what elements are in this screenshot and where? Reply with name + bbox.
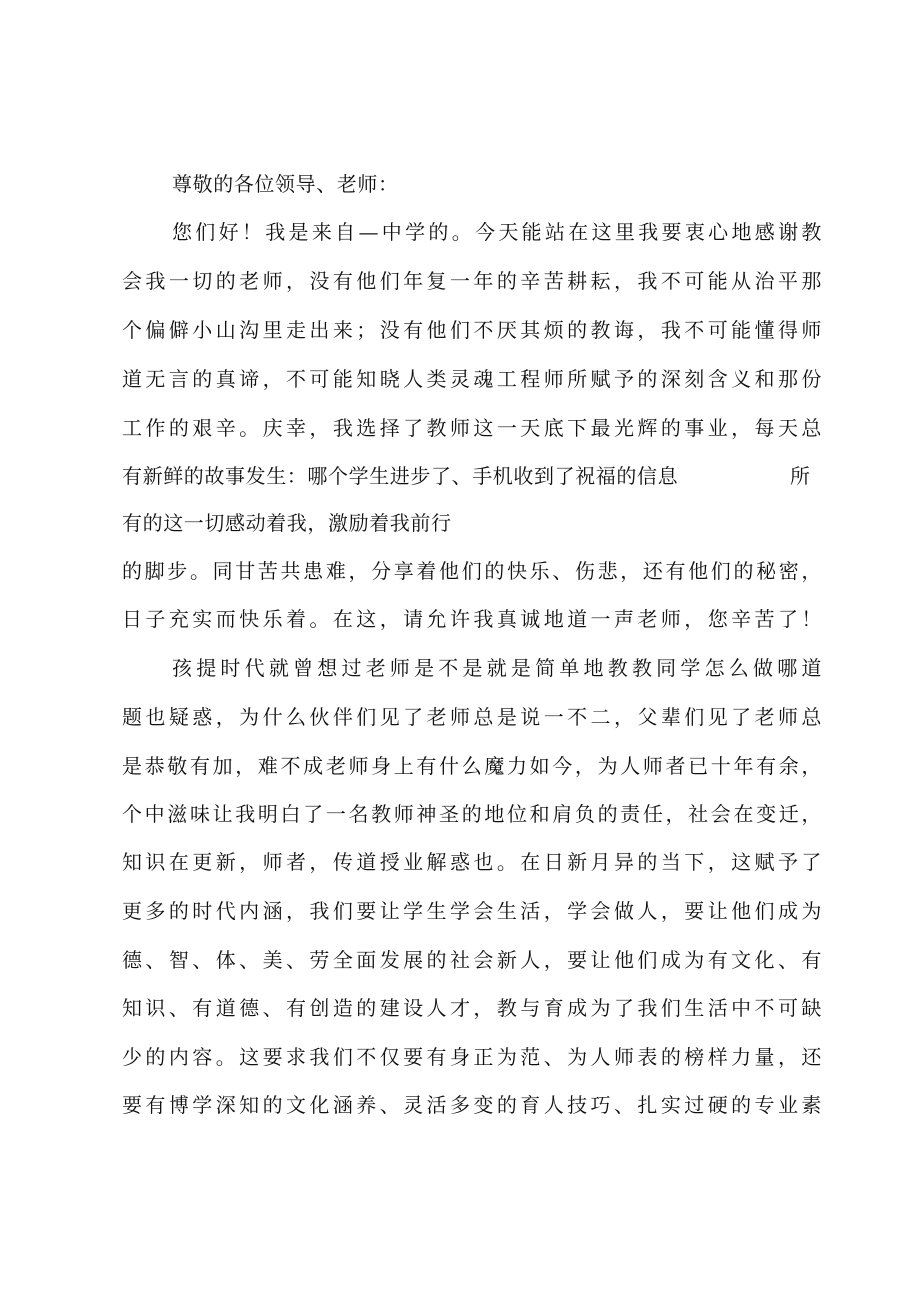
paragraph-line: 知识在更新，师者，传道授业解惑也。在日新月异的当下，这赋予了 [122,850,822,874]
paragraph-line: 您们好！我是来自—中学的。今天能站在这里我要衷心地感谢教 [172,220,822,244]
paragraph-line-fragment: 所 [790,464,811,488]
paragraph-line: 的脚步。同甘苦共患难，分享着他们的快乐、伤悲，还有他们的秘密， [122,559,822,583]
paragraph-line: 要有博学深知的文化涵养、灵活多变的育人技巧、扎实过硬的专业素 [122,1093,822,1117]
paragraph-line: 有新鲜的故事发生：哪个学生进步了、手机收到了祝福的信息 [122,464,679,488]
paragraph-line: 德、智、体、美、劳全面发展的社会新人，要让他们成为有文化、有 [122,948,822,972]
paragraph-line: 个中滋味让我明白了一名教师神圣的地位和肩负的责任，社会在变迁， [122,802,822,826]
paragraph-line: 题也疑惑，为什么伙伴们见了老师总是说一不二，父辈们见了老师总 [122,705,822,729]
paragraph-line: 会我一切的老师，没有他们年复一年的辛苦耕耘，我不可能从治平那 [122,269,822,293]
paragraph-line: 知识、有道德、有创造的建设人才，教与育成为了我们生活中不可缺 [122,996,822,1020]
paragraph-line: 工作的艰辛。庆幸，我选择了教师这一天底下最光辉的事业，每天总 [122,416,822,440]
paragraph-line: 是恭敬有加，难不成老师身上有什么魔力如今，为人师者已十年有余， [122,754,822,778]
paragraph-line: 少的内容。这要求我们不仅要有身正为范、为人师表的榜样力量，还 [122,1045,822,1069]
paragraph-line: 更多的时代内涵，我们要让学生学会生活，学会做人，要让他们成为 [122,899,822,923]
paragraph-line: 有的这一切感动着我，激励着我前行 [122,511,452,535]
paragraph-line: 个偏僻小山沟里走出来；没有他们不厌其烦的教诲，我不可能懂得师 [122,318,822,342]
paragraph-line: 日子充实而快乐着。在这，请允许我真诚地道一声老师，您辛苦了！ [122,607,822,631]
paragraph-line: 孩提时代就曾想过老师是不是就是简单地教教同学怎么做哪道 [172,656,822,680]
paragraph-line: 道无言的真谛，不可能知晓人类灵魂工程师所赋予的深刻含义和那份 [122,367,822,391]
salutation: 尊敬的各位领导、老师： [172,172,399,196]
